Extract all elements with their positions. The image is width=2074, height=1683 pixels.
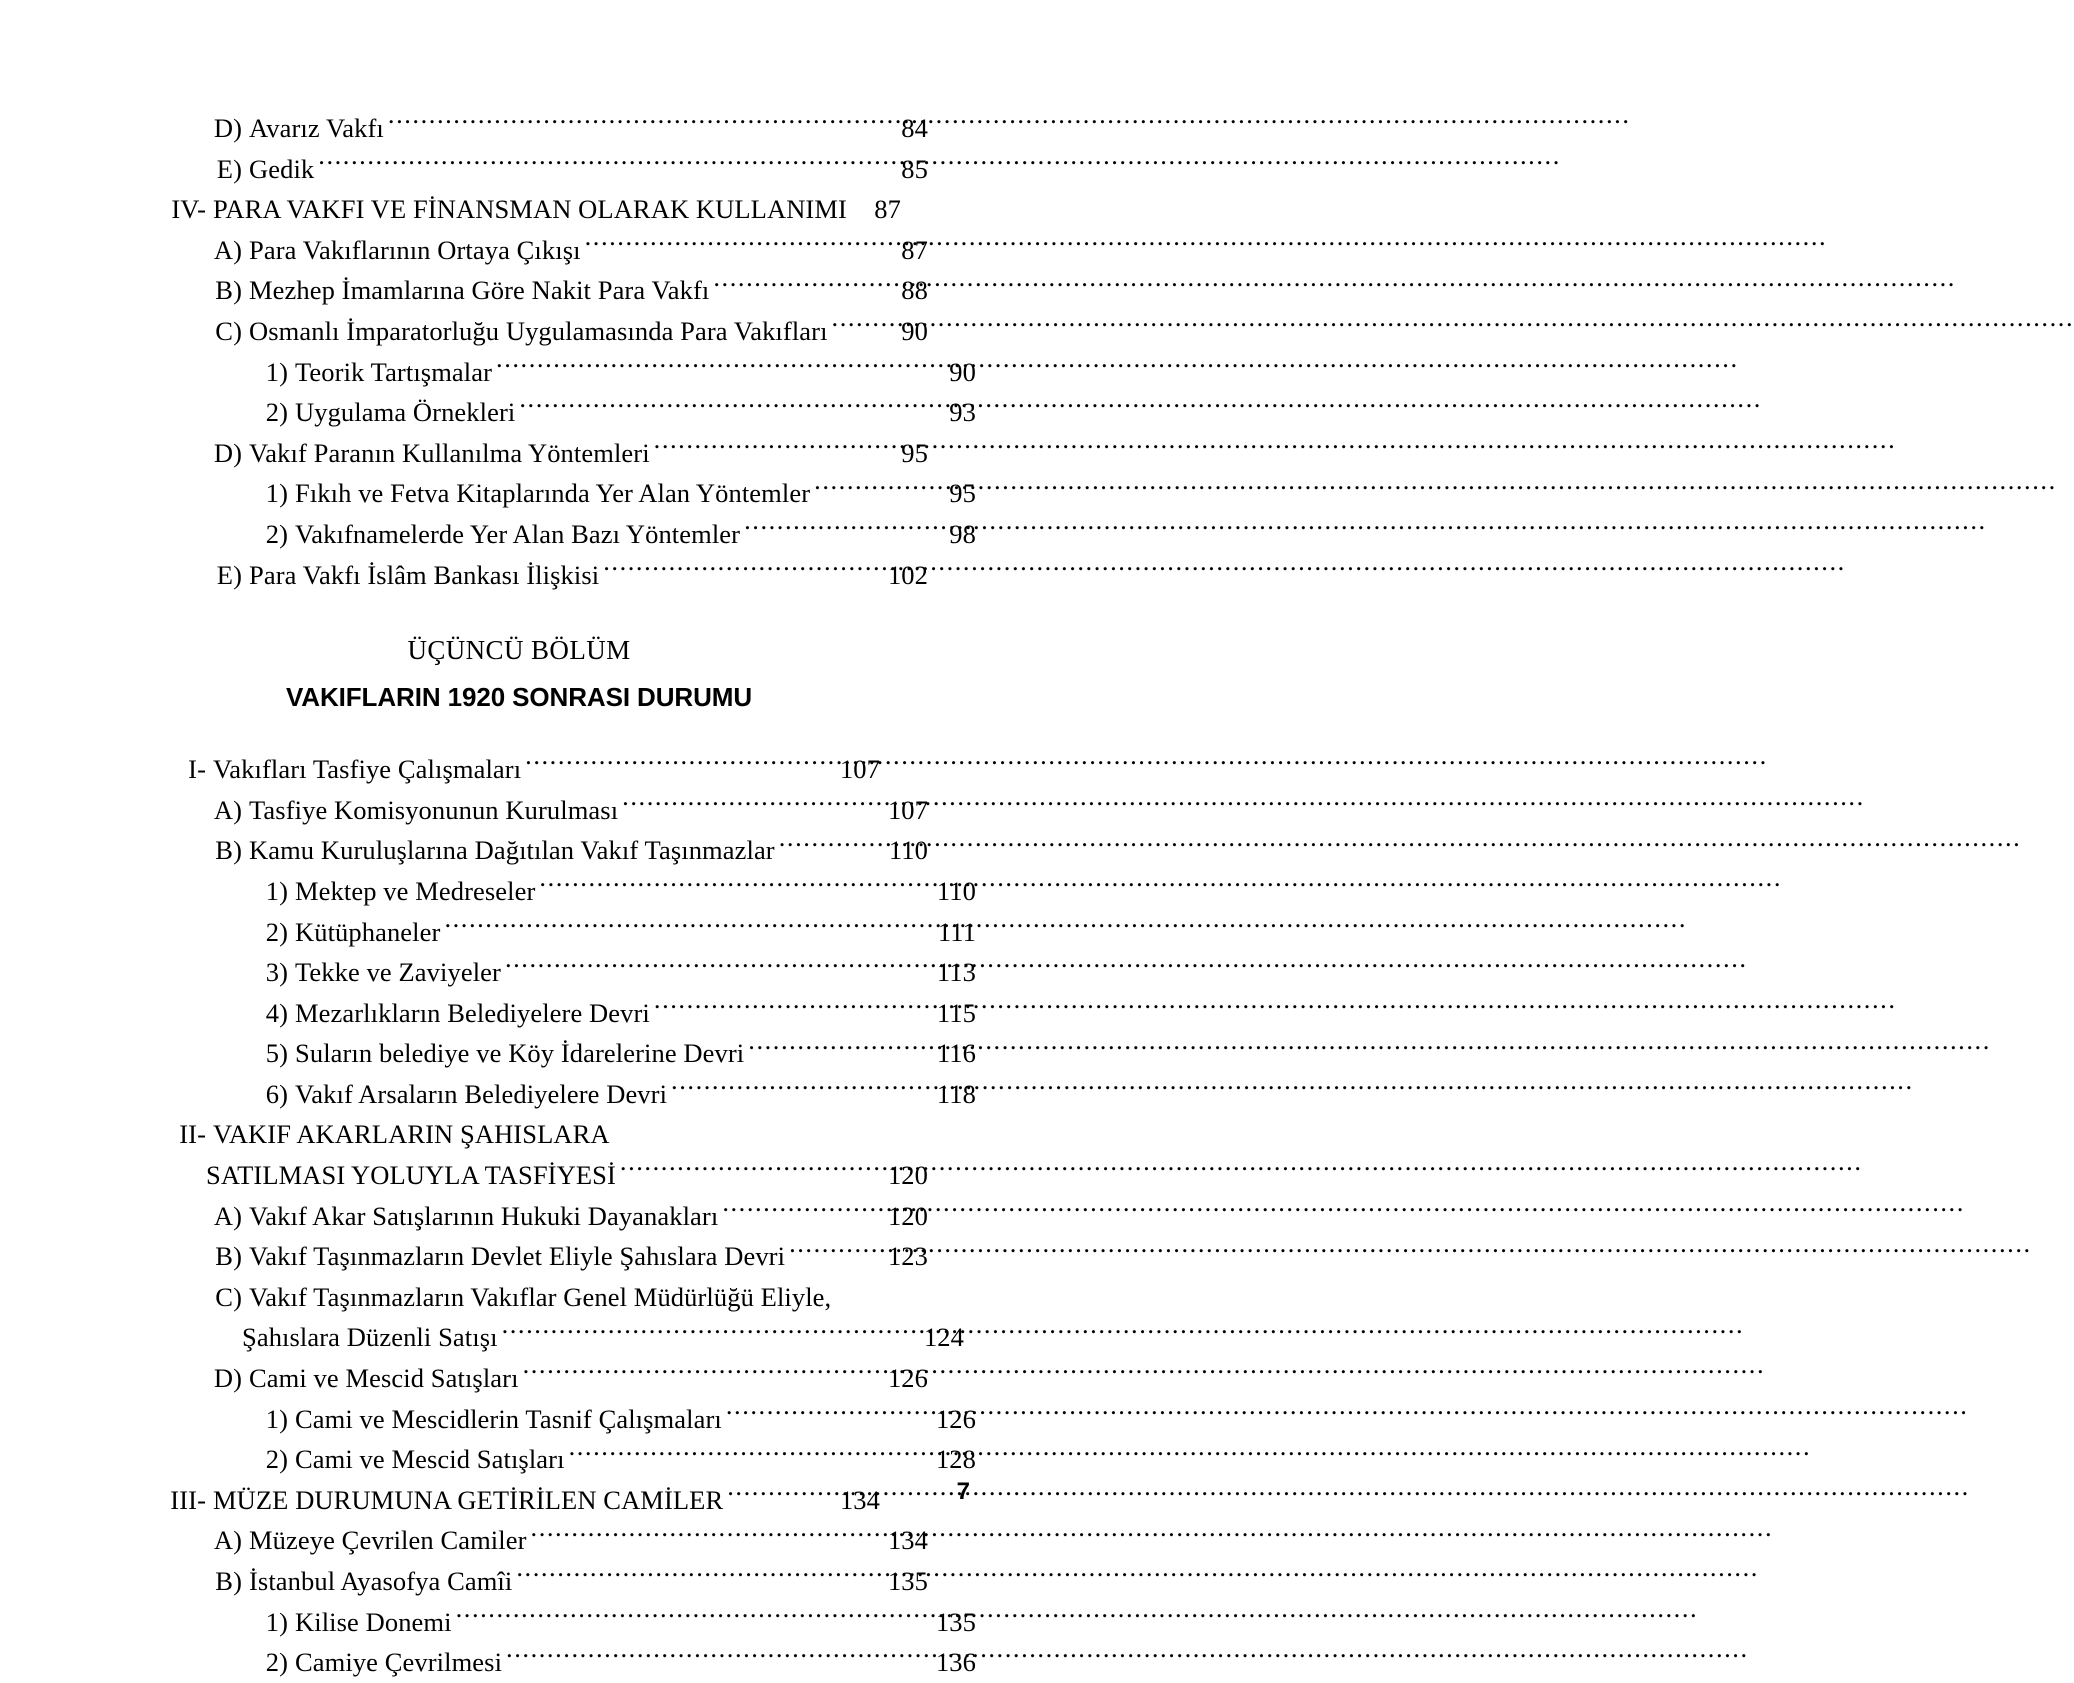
toc-entry-marker: II- (179, 1119, 206, 1150)
toc-entry-title: Kilise Donemi (295, 1606, 452, 1637)
toc-entry-page-number: 128 (935, 1444, 976, 1475)
toc-entry-page-number: 93 (949, 397, 976, 428)
toc-entry-title: Vakıf Taşınmazların Devlet Eliyle Şahıslara Devri (249, 1241, 786, 1272)
toc-entry-title: Kütüphaneler (295, 916, 441, 947)
toc-entry-title: Mektep ve Medreseler (295, 875, 536, 906)
toc-entry[interactable] (158, 270, 928, 311)
dot-leader (614, 1117, 830, 1144)
dot-leader (516, 1564, 878, 1591)
toc-entry-title: Kamu Kuruluşlarına Dağıtılan Vakıf Taşınmazlar (249, 835, 775, 866)
toc-entry-marker: D) (213, 113, 242, 143)
toc-entry-page-number: 102 (887, 559, 928, 590)
toc-entry-marker: 1) (265, 875, 288, 906)
dot-leader (622, 792, 878, 819)
toc-entry-marker: 1) (265, 356, 288, 387)
dot-leader (539, 873, 926, 900)
toc-entry-page-number: 134 (887, 1525, 928, 1556)
dot-leader (444, 914, 926, 941)
dot-leader (726, 1401, 926, 1428)
toc-entry-title: Vakıf Akar Satışlarının Hukuki Dayanakları (249, 1200, 719, 1231)
toc-entry-title: PARA VAKFI VE FİNANSMAN OLARAK KULLANIMI (213, 194, 847, 225)
toc-entry-marker: 2) (265, 1444, 288, 1475)
toc-entry-marker: 2) (265, 916, 288, 947)
toc-entry-page-number: 107 (887, 794, 928, 825)
dot-leader (585, 232, 878, 259)
toc-entry-marker: I- (188, 754, 206, 785)
toc-entry-title: Mezhep İmamlarına Göre Nakit Para Vakfı (249, 275, 710, 306)
toc-entry-title: Mezarlıkların Belediyelere Devri (295, 997, 650, 1028)
toc-entry-title: VAKIF AKARLARIN ŞAHISLARA (213, 1119, 610, 1150)
toc-entry-marker: E) (216, 559, 242, 590)
toc-entry-page-number: 95 (949, 478, 976, 509)
toc-entry-title: Avarız Vakfı (249, 113, 384, 143)
toc-entry-page-number: 124 (923, 1322, 964, 1353)
toc-entry-title: Cami ve Mescid Satışları (295, 1444, 565, 1475)
toc-entry-marker: C) (215, 1281, 242, 1312)
toc-entry-title: Cami ve Mescidlerin Tasnif Çalışmaları (295, 1403, 722, 1434)
toc-entry-title: Gedik (249, 153, 315, 184)
toc-entry-marker: B) (215, 835, 242, 866)
toc-entry-page-number: 118 (936, 1078, 976, 1109)
toc-entry-page-number: 136 (935, 1647, 976, 1678)
toc-entry[interactable] (158, 433, 928, 474)
dot-leader (748, 1036, 926, 1063)
dot-leader (832, 313, 878, 340)
toc-entry-marker: C) (215, 315, 242, 346)
dot-leader (531, 1523, 878, 1550)
toc-entry-marker: III- (170, 1484, 206, 1515)
toc-entry-page-number: 120 (887, 1200, 928, 1231)
toc-entry-page-number: 90 (949, 356, 976, 387)
toc-entry-title: Tasfiye Komisyonunun Kurulması (249, 794, 619, 825)
toc-entry-marker: 1) (265, 1403, 288, 1434)
toc-entry-title: Müzeye Çevrilen Camiler (249, 1525, 527, 1556)
dot-leader (569, 1442, 926, 1469)
toc-entry-marker: 4) (265, 997, 288, 1028)
dot-leader (835, 1279, 878, 1306)
chapter-heading-block (158, 629, 880, 717)
page-number-footer: 7 (956, 1478, 970, 1505)
toc-entry-page-number: 87 (901, 234, 928, 265)
toc-entry-marker: 2) (265, 518, 288, 549)
toc-entry-page-number: 110 (888, 835, 928, 866)
toc-entry-title: Uygulama Örnekleri (295, 397, 516, 428)
toc-entry-page-number: 135 (935, 1606, 976, 1637)
chapter-number-heading: ÜÇÜNCÜ BÖLÜM (407, 635, 631, 666)
toc-entry-page-number: 90 (901, 315, 928, 346)
dot-leader (603, 557, 878, 584)
toc-entry-page-number: 84 (901, 113, 928, 143)
dot-leader (654, 435, 878, 462)
dot-leader (318, 151, 878, 178)
toc-entry-marker: D) (213, 437, 242, 468)
dot-leader (744, 516, 926, 543)
toc-entry-page-number: 88 (901, 275, 928, 306)
dot-leader (654, 995, 926, 1022)
toc-entry-page-number: 123 (887, 1241, 928, 1272)
dot-leader (506, 1645, 926, 1672)
dot-leader (523, 1361, 878, 1388)
toc-entry-marker: A) (213, 1200, 242, 1231)
toc-entry-marker: 5) (265, 1038, 288, 1069)
toc-entry-title: Para Vakfı İslâm Bankası İlişkisi (249, 559, 600, 590)
dot-leader (814, 476, 926, 503)
dot-leader (722, 1198, 878, 1225)
toc-entry-title: Fıkıh ve Fetva Kitaplarında Yer Alan Yöntemler (295, 478, 811, 509)
toc-entry-page-number: 98 (949, 518, 976, 549)
toc-entry-title: Cami ve Mescid Satışları (249, 1363, 519, 1394)
dot-leader (456, 1604, 926, 1631)
toc-entry-marker: 1) (265, 478, 288, 509)
toc-entry[interactable] (158, 1642, 976, 1683)
chapter-title-heading: VAKIFLARIN 1920 SONRASI DURUMU (285, 682, 753, 713)
dot-leader (388, 111, 878, 138)
dot-leader (727, 1482, 830, 1509)
dot-leader (789, 1239, 878, 1266)
toc-entry-marker: E) (216, 153, 242, 184)
toc-entry-marker: B) (215, 1241, 242, 1272)
toc-entry-page-number: 110 (936, 875, 976, 906)
toc-entry-marker: A) (213, 794, 242, 825)
toc-entry-marker: 2) (265, 397, 288, 428)
dot-leader (525, 752, 830, 779)
toc-entry-title: İstanbul Ayasofya Camîi (249, 1566, 513, 1596)
toc-entry-title: Teorik Tartışmalar (295, 356, 493, 387)
toc-entry-title: Vakıf Paranın Kullanılma Yöntemleri (249, 437, 650, 468)
toc-entry-marker: 3) (265, 957, 288, 988)
toc-entry-marker: D) (213, 1363, 242, 1394)
toc-entry-title: Tekke ve Zaviyeler (295, 957, 501, 988)
toc-section-upper (158, 108, 976, 595)
dot-leader (671, 1076, 926, 1103)
toc-entry-page-number: 126 (887, 1363, 928, 1394)
toc-entry-page-number: 126 (935, 1403, 976, 1434)
toc-entry-title: Vakıfları Tasfiye Çalışmaları (213, 754, 522, 785)
toc-entry-title: Şahıslara Düzenli Satışı (242, 1322, 498, 1353)
table-of-contents (158, 108, 976, 1683)
toc-entry-page-number: 111 (937, 916, 976, 947)
toc-entry-marker: 6) (265, 1078, 288, 1109)
toc-entry-marker: B) (215, 1566, 242, 1596)
dot-leader (519, 395, 926, 422)
toc-entry-title: SATILMASI YOLUYLA TASFİYESİ (206, 1160, 616, 1191)
toc-entry-page-number: 95 (901, 437, 928, 468)
toc-entry-marker: 1) (265, 1606, 288, 1637)
toc-entry-marker: A) (213, 234, 242, 265)
toc-entry-title: MÜZE DURUMUNA GETİRİLEN CAMİLER (213, 1484, 724, 1515)
toc-entry-page-number: 107 (839, 754, 880, 785)
toc-entry-page-number: 116 (936, 1038, 976, 1069)
toc-entry-title: Suların belediye ve Köy İdarelerine Devri (295, 1038, 745, 1069)
toc-entry[interactable] (158, 555, 928, 596)
toc-entry-marker: 2) (265, 1647, 288, 1678)
toc-entry-page-number: 120 (887, 1160, 928, 1191)
toc-entry-page-number: 134 (839, 1484, 880, 1515)
toc-entry-marker: IV- (171, 194, 206, 225)
toc-entry-title: Osmanlı İmparatorluğu Uygulamasında Para Vakıfları (249, 315, 828, 346)
dot-leader (496, 354, 926, 381)
toc-entry-title: Vakıf Taşınmazların Vakıflar Genel Müdürlüğü Eliyle, (249, 1281, 832, 1312)
toc-entry-title: Vakıf Arsaların Belediyelere Devri (295, 1078, 668, 1109)
toc-entry-page-number: 87 (874, 194, 901, 225)
toc-entry-title: Camiye Çevrilmesi (295, 1647, 503, 1678)
toc-entry-page-number: 135 (887, 1566, 928, 1596)
dot-leader (620, 1158, 878, 1185)
toc-entry[interactable] (158, 1236, 928, 1277)
toc-entry-page-number: 85 (901, 153, 928, 184)
toc-entry-marker: B) (215, 275, 242, 306)
toc-entry[interactable] (158, 149, 928, 190)
toc-entry[interactable] (158, 1074, 976, 1115)
toc-entry-page-number: 113 (936, 957, 976, 988)
toc-entry-title: Para Vakıflarının Ortaya Çıkışı (249, 234, 581, 265)
dot-leader (779, 833, 878, 860)
dot-leader (713, 273, 878, 300)
toc-section-lower (158, 749, 976, 1683)
dot-leader (505, 955, 926, 982)
toc-entry-marker: A) (213, 1525, 242, 1556)
toc-entry-page-number: 115 (936, 997, 976, 1028)
toc-entry-title: Vakıfnamelerde Yer Alan Bazı Yöntemler (295, 518, 741, 549)
dot-leader (502, 1320, 914, 1347)
